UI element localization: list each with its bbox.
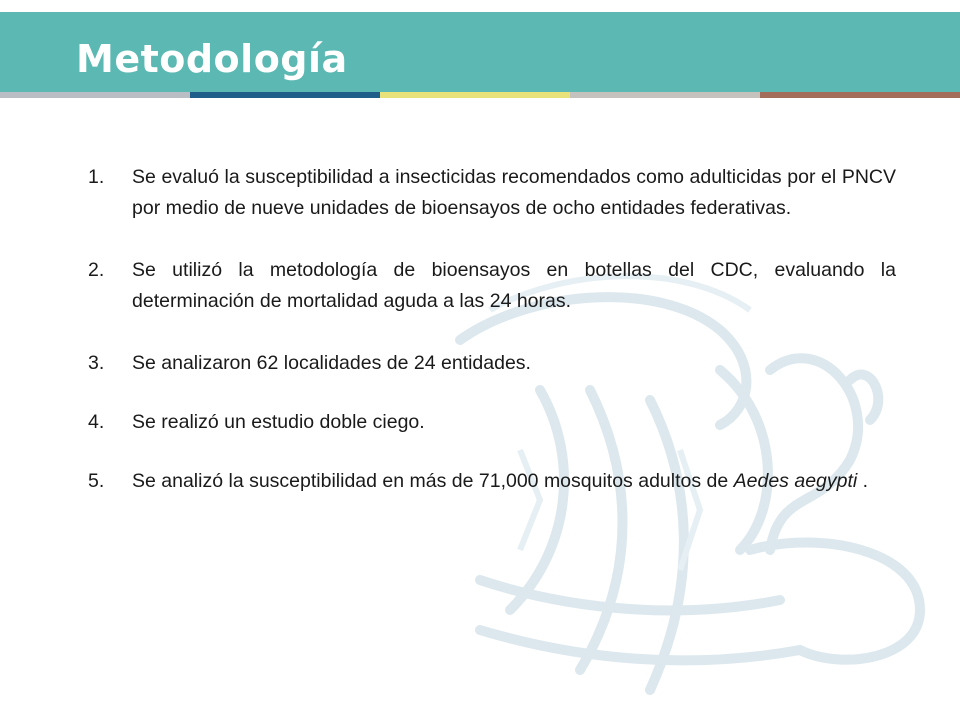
accent-stripe bbox=[0, 92, 960, 98]
list-item bbox=[88, 466, 896, 497]
item-text: Se analizó la susceptibilidad en más de 71,000 mosquitos adultos de bbox=[132, 470, 729, 492]
methodology-list bbox=[88, 162, 896, 528]
item-text: Se analizaron 62 localidades de 24 entidades. bbox=[132, 352, 531, 374]
list-item bbox=[88, 255, 896, 317]
item-number: 4. bbox=[88, 411, 105, 433]
stripe-segment-blue bbox=[190, 92, 380, 98]
stripe-segment-yellow bbox=[380, 92, 570, 98]
item-number: 1. bbox=[88, 166, 105, 188]
stripe-segment-brown bbox=[760, 92, 960, 98]
item-text: Se evaluó la susceptibilidad a insecticidas recomendados como adulticidas por el PNCV por medio de nueve unidades de bioensayos de ocho entidades federativas. bbox=[132, 166, 896, 219]
species-name: Aedes aegypti bbox=[733, 470, 858, 492]
page-title: Metodología bbox=[76, 37, 348, 81]
stripe-segment-gray bbox=[0, 92, 190, 98]
item-suffix: . bbox=[857, 470, 869, 492]
item-text: Se utilizó la metodología de bioensayos en botellas del CDC, evaluando la determinación de mortalidad aguda a las 24 horas. bbox=[132, 259, 896, 312]
stripe-segment-beige bbox=[570, 92, 760, 98]
item-number: 5. bbox=[88, 470, 105, 492]
list-item bbox=[88, 162, 896, 224]
list-item bbox=[88, 407, 896, 438]
item-number: 2. bbox=[88, 259, 105, 281]
item-text: Se realizó un estudio doble ciego. bbox=[132, 411, 425, 433]
list-item bbox=[88, 348, 896, 379]
title-bar bbox=[0, 12, 960, 92]
item-number: 3. bbox=[88, 352, 105, 374]
